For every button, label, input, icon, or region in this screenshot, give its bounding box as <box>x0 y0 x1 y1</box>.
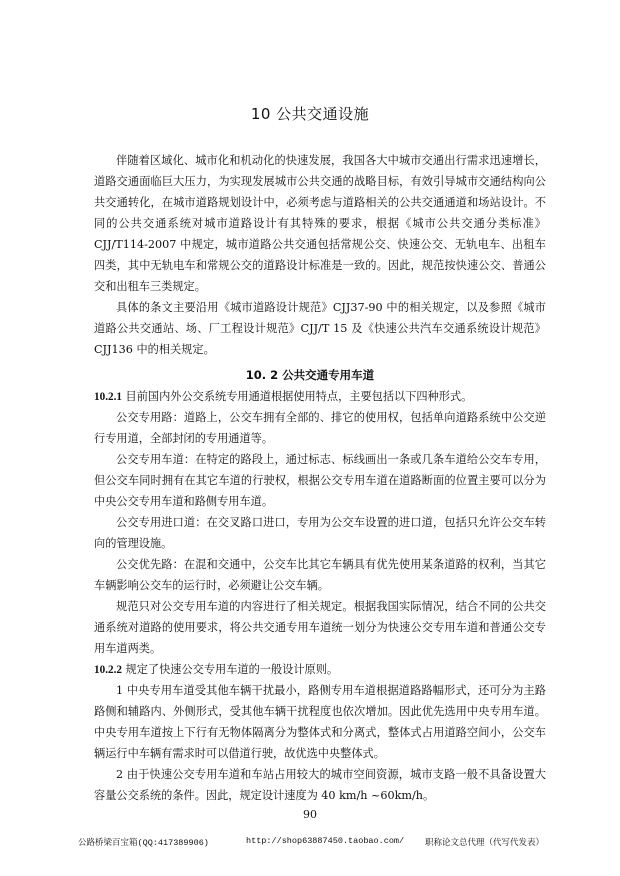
principle-2: 2 由于快速公交专用车道和车站占用较大的城市空间资源，城市支路一般不具备设置大容量公交系统的条件。因此，规定设计速度为 40 km/h ~60km/h。 <box>94 768 546 802</box>
intro-paragraph-2: 具体的条文主要沿用《城市道路设计规范》CJJ37-90 中的相关规定，以及参照《城市道路公共交通站、场、厂工程设计规范》CJJ/T 15 及《快速公共汽车交通系统设计规范》CJJ136 中的相关规定。 <box>94 301 546 356</box>
chapter-title: 10 公共交通设施 <box>250 105 370 123</box>
intro-paragraph-1: 伴随着区域化、城市化和机动化的快速发展，我国各大中城市交通出行需求迅速增长，道路交通面临巨大压力，为实现发展城市公共交通的战略目标，有效引导城市交通结构向公共交通转化，在城市道路规划设计中，必须考虑与道路相关的公共交通通道和场站设计。不同的公共交通系统对城市道路设计有其特殊的要求，根据《城市公共交通分类标准》CJJ/T114-2007 中规定，城市道路公共交通包括常规公交、快速公交、无轨电车、出租车四类，其中无轨电车和常规公交的道路设计标准是一致的。因此，规范按快速公交、普通公交和出租车三类规定。 <box>94 154 546 293</box>
item-scope-note: 规范只对公交专用车道的内容进行了相关规定。根据我国实际情况，结合不同的公共交通系统对道路的使用要求，将公共交通专用车道统一划分为快速公交专用车道和普通公交专用车道两类。 <box>94 600 546 655</box>
page-number: 90 <box>303 808 317 821</box>
clause-text: 规定了快速公交专用车道的一般设计原则。 <box>121 663 339 676</box>
footer-left: 公路桥梁百宝箱(QQ:417389906) <box>78 838 209 848</box>
section-title: 10. 2 公共交通专用车道 <box>245 368 375 382</box>
item-bus-road: 公交专用路：道路上，公交车拥有全部的、排它的使用权，包括单向道路系统中公交逆行专用道，全部封闭的专用通道等。 <box>94 411 546 445</box>
item-bus-entry-lane: 公交专用进口道：在交叉路口进口，专用为公交车设置的进口道，包括只允许公交车转向的管理设施。 <box>94 516 546 550</box>
footer-link[interactable]: http://shop63887450.taobao.com/ <box>246 836 405 846</box>
item-bus-priority-road: 公交优先路：在混和交通中，公交车比其它车辆具有优先使用某条道路的权利，当其它车辆影响公交车的运行时，必须避让公交车辆。 <box>94 558 546 592</box>
clause-10-2-2 <box>94 659 546 681</box>
clause-text: 目前国内外公交系统专用通道根据使用特点，主要包括以下四种形式。 <box>121 390 473 403</box>
clause-number: 10.2.1 <box>94 391 122 403</box>
item-bus-lane: 公交专用车道：在特定的路段上，通过标志、标线画出一条或几条车道给公交车专用，但公交车同时拥有在其它车道的行驶权，根据公交专用车道在道路断面的位置主要可以分为中央公交专用车道和路侧专用车道。 <box>94 453 546 508</box>
clause-10-2-1 <box>94 386 546 408</box>
footer-right: 职称论文总代理（代写代发表） <box>425 838 545 848</box>
principle-1: 1 中央专用车道受其他车辆干扰最小，路侧专用车道根据道路路幅形式，还可分为主路路侧和辅路内、外侧形式，受其他车辆干扰程度也依次增加。因此优先选用中央专用车道。中央专用车道按上下行有无物体隔离分为整体式和分离式，整体式占用道路空间小，公交车辆运行中车辆有需求时可以借道行驶，故优选中央整体式。 <box>94 684 546 760</box>
clause-number: 10.2.2 <box>94 664 122 676</box>
